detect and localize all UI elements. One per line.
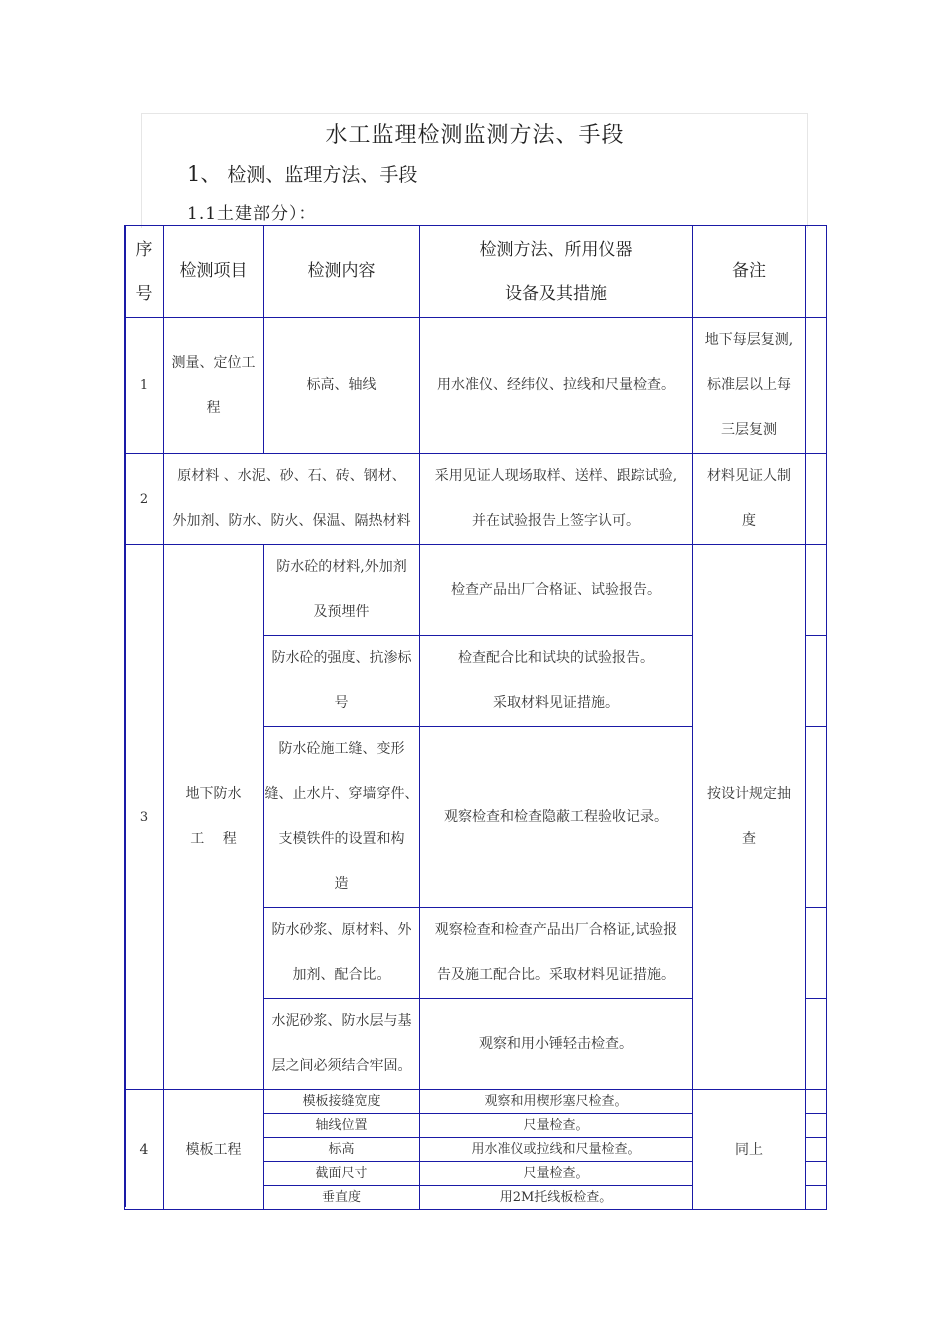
sub-method: 尺量检查。 [420,1114,693,1138]
sub-method: 观察和用小锤轻击检查。 [420,999,693,1090]
edge-cell [806,1114,827,1138]
edge-cell [806,454,827,545]
row-item: 原材料 、水泥、砂、石、砖、钢材、 外加剂、防水、防火、保温、隔热材料 [164,454,420,545]
row-remark: 材料见证人制 度 [693,454,806,545]
section-heading [187,158,417,188]
edge-cell [806,545,827,636]
subsection-heading: 1.1土建部分）： [187,204,317,224]
table-row [125,1090,827,1114]
sub-content: 标高 [264,1138,420,1162]
header-item: 检测项目 [164,226,264,318]
header-remark: 备注 [693,226,806,318]
edge-cell [806,1186,827,1210]
edge-cell [806,226,827,318]
document-title: 水工监理检测监测方法、手段 [325,123,625,148]
row-item: 模板工程 [164,1090,264,1210]
sub-content: 防水砼的强度、抗渗标 号 [264,636,420,727]
row-method: 采用见证人现场取样、送样、跟踪试验, 并在试验报告上签字认可。 [420,454,693,545]
table-row [125,318,827,454]
table-left-border [124,225,126,1207]
row-seq: 1 [125,318,164,454]
row-seq: 4 [125,1090,164,1210]
edge-cell [806,318,827,454]
row-remark: 地下每层复测, 标准层以上每 三层复测 [693,318,806,454]
sub-method: 观察和用楔形塞尺检查。 [420,1090,693,1114]
sub-content: 截面尺寸 [264,1162,420,1186]
edge-cell [806,1162,827,1186]
row-seq: 2 [125,454,164,545]
sub-method: 用水准仪或拉线和尺量检查。 [420,1138,693,1162]
header-row [125,226,827,318]
edge-cell [806,999,827,1090]
inspection-table [124,225,827,1210]
sub-content: 防水砼施工缝、变形 缝、止水片、穿墙穿件、 支模铁件的设置和构 造 [264,727,420,908]
header-method: 检测方法、所用仪器 设备及其措施 [420,226,693,318]
sub-content: 垂直度 [264,1186,420,1210]
table-row [125,545,827,636]
section-number: 1、 [187,162,222,186]
sub-method: 检查配合比和试块的试验报告。 采取材料见证措施。 [420,636,693,727]
row-remark: 按设计规定抽 查 [693,545,806,1090]
edge-cell [806,1090,827,1114]
sub-method: 检查产品出厂合格证、试验报告。 [420,545,693,636]
sub-content: 防水砂浆、原材料、外 加剂、配合比。 [264,908,420,999]
row-method: 用水准仪、经纬仪、拉线和尺量检查。 [420,318,693,454]
sub-content: 轴线位置 [264,1114,420,1138]
sub-content: 防水砼的材料,外加剂 及预埋件 [264,545,420,636]
edge-cell [806,727,827,908]
sub-method: 观察检查和检查产品出厂合格证,试验报 告及施工配合比。采取材料见证措施。 [420,908,693,999]
header-content: 检测内容 [264,226,420,318]
sub-method: 观察检查和检查隐蔽工程验收记录。 [420,727,693,908]
row-remark: 同上 [693,1090,806,1210]
edge-cell [806,908,827,999]
row-content: 标高、轴线 [264,318,420,454]
row-seq: 3 [125,545,164,1090]
table-row [125,454,827,545]
section-title: 检测、监理方法、手段 [221,164,418,186]
sub-content: 水泥砂浆、防水层与基 层之间必须结合牢固。 [264,999,420,1090]
sub-method: 用2M托线板检查。 [420,1186,693,1210]
row-item: 测量、定位工 程 [164,318,264,454]
edge-cell [806,1138,827,1162]
row-item: 地下防水 工 程 [164,545,264,1090]
edge-cell [806,636,827,727]
header-seq: 序 号 [125,226,164,318]
sub-method: 尺量检查。 [420,1162,693,1186]
sub-content: 模板接缝宽度 [264,1090,420,1114]
